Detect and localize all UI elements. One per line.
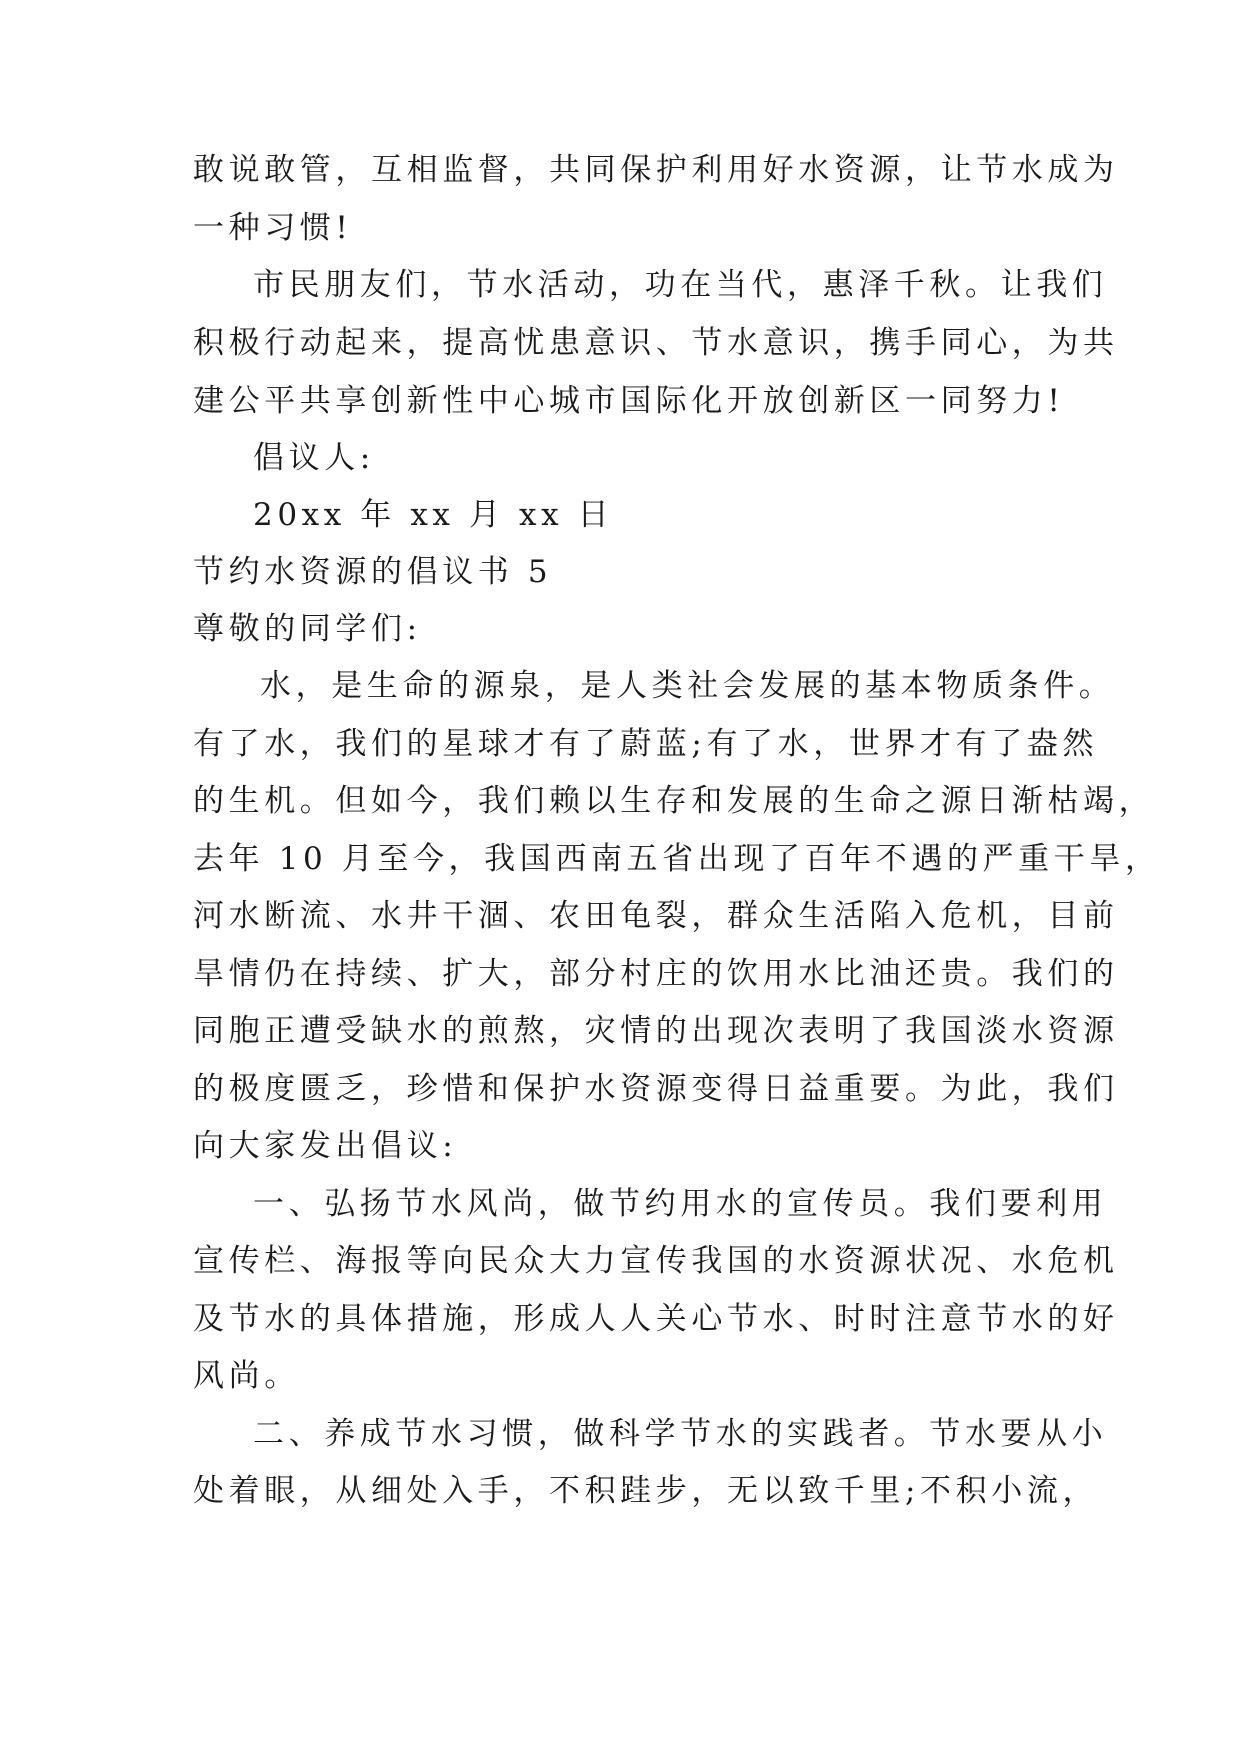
body-line: 旱情仍在持续、扩大，部分村庄的饮用水比油还贵。我们的 — [193, 956, 1119, 992]
section-title: 节约水资源的倡议书 5 — [193, 554, 553, 590]
body-line: 去年 10 月至今，我国西南五省出现了百年不遇的严重干旱， — [193, 841, 1161, 877]
body-line: 建公平共享创新性中心城市国际化开放创新区一同努力! — [193, 383, 1065, 419]
body-line: 水，是生命的源泉，是人类社会发展的基本物质条件。 — [260, 668, 1115, 704]
body-line: 的极度匮乏，珍惜和保护水资源变得日益重要。为此，我们 — [193, 1071, 1119, 1107]
salutation: 尊敬的同学们: — [193, 611, 422, 647]
body-line: 向大家发出倡议: — [193, 1128, 458, 1164]
body-line: 市民朋友们，节水活动，功在当代，惠泽千秋。让我们 — [253, 267, 1108, 303]
body-line: 积极行动起来，提高忧患意识、节水意识，携手同心，为共 — [193, 325, 1119, 361]
body-line: 同胞正遭受缺水的煎熬，灾情的出现次表明了我国淡水资源 — [193, 1013, 1119, 1049]
body-line: 一、弘扬节水风尚，做节约用水的宣传员。我们要利用 — [253, 1186, 1108, 1222]
body-line: 二、养成节水习惯，做科学节水的实践者。节水要从小 — [253, 1416, 1108, 1452]
body-line: 风尚。 — [193, 1358, 300, 1394]
body-line: 河水断流、水井干涸、农田龟裂，群众生活陷入危机，目前 — [193, 898, 1119, 934]
body-line: 宣传栏、海报等向民众大力宣传我国的水资源状况、水危机 — [193, 1243, 1119, 1279]
body-line: 的生机。但如今，我们赖以生存和发展的生命之源日渐枯竭， — [193, 783, 1155, 819]
date-line: 20xx 年 xx 月 xx 日 — [253, 497, 614, 533]
body-line: 处着眼，从细处入手，不积跬步，无以致千里;不积小流， — [193, 1473, 1099, 1509]
body-line: 及节水的具体措施，形成人人关心节水、时时注意节水的好 — [193, 1301, 1119, 1337]
body-line: 敢说敢管，互相监督，共同保护利用好水资源，让节水成为 — [193, 152, 1119, 188]
signer-label: 倡议人: — [253, 440, 375, 476]
body-line: 有了水，我们的星球才有了蔚蓝;有了水，世界才有了盎然 — [193, 726, 1099, 762]
body-line: 一种习惯! — [193, 210, 353, 246]
